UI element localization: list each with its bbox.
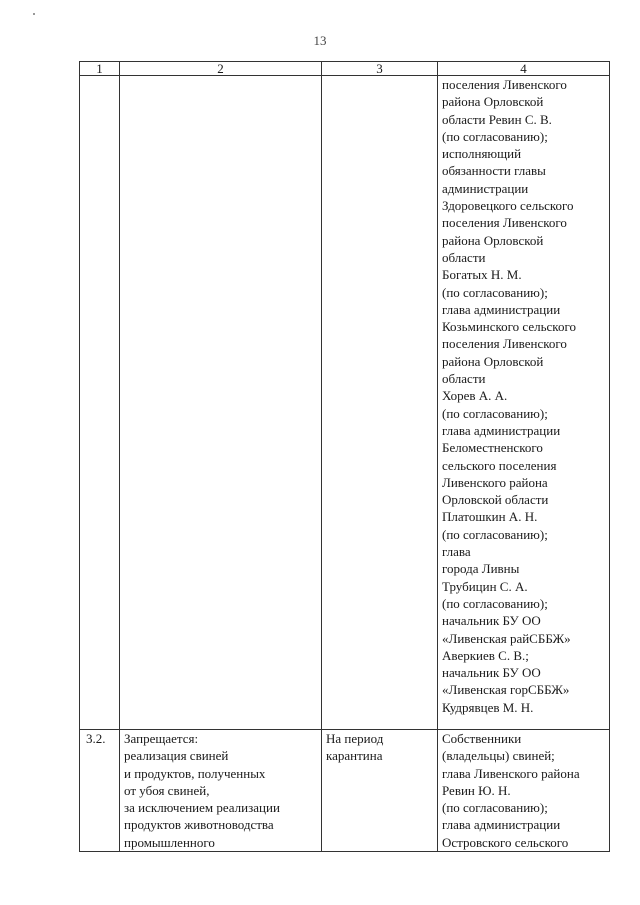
cell-text-line: глава: [442, 544, 471, 560]
cell-text-line: (по согласованию);: [442, 800, 548, 816]
cell-text-line: области Ревин С. В.: [442, 111, 552, 127]
cell-text-line: Ревин Ю. Н.: [442, 782, 511, 798]
row-number: [80, 76, 120, 730]
cell-text-line: района Орловской: [442, 94, 544, 110]
header-cell-4: 4: [438, 62, 610, 76]
cell-text-line: реализация свиней: [124, 748, 229, 764]
action-cell: [120, 76, 322, 730]
cell-text-line: за исключением реализации: [124, 800, 280, 816]
cell-text-line: «Ливенская горСББЖ»: [442, 682, 570, 698]
cell-text-line: района Орловской: [442, 232, 544, 248]
cell-text-line: Запрещается:: [124, 731, 199, 746]
responsible-cell: [438, 730, 610, 852]
cell-text-line: Беломестненского: [442, 440, 543, 456]
cell-text-line: продуктов животноводства: [124, 817, 274, 833]
cell-text-line: На период: [326, 731, 384, 746]
cell-text-line: исполняющий: [442, 146, 522, 162]
cell-text-line: Ливенского района: [442, 474, 548, 490]
cell-text-line: Орловской области: [442, 492, 549, 508]
period-cell: [322, 730, 438, 852]
scan-speck: [33, 13, 35, 15]
cell-text-line: (по согласованию);: [442, 128, 548, 144]
header-cell-3: 3: [322, 62, 438, 76]
row-number: 3.2.: [80, 730, 120, 852]
cell-text-line: администрации: [442, 180, 529, 196]
cell-text-line: «Ливенская райСББЖ»: [442, 630, 571, 646]
page-number: 13: [313, 33, 327, 48]
cell-text-line: Платошкин А. Н.: [442, 509, 538, 525]
cell-text-line: (по согласованию);: [442, 595, 548, 611]
cell-text-line: (по согласованию);: [442, 526, 548, 542]
table-header-row: [80, 62, 610, 76]
cell-text-line: Козьминского сельского: [442, 319, 576, 335]
cell-text-line: Хорев А. А.: [442, 388, 508, 404]
cell-text-line: карантина: [326, 748, 383, 764]
cell-text-line: глава администрации: [442, 422, 561, 438]
cell-text-line: Здоровецкого сельского: [442, 198, 574, 214]
cell-text-line: поселения Ливенского: [442, 77, 567, 92]
cell-text-line: (по согласованию);: [442, 284, 548, 300]
cell-text-line: обязанности главы: [442, 163, 546, 179]
cell-text-line: Трубицин С. А.: [442, 578, 528, 594]
cell-text-line: района Орловской: [442, 353, 544, 369]
cell-text-line: от убоя свиней,: [124, 782, 210, 798]
cell-text-line: (по согласованию);: [442, 405, 548, 421]
cell-text-line: области: [442, 371, 486, 387]
cell-text-line: города Ливны: [442, 561, 520, 577]
cell-text-line: Собственники: [442, 731, 522, 746]
cell-text-line: Богатых Н. М.: [442, 267, 522, 283]
cell-text-line: начальник БУ ОО: [442, 665, 541, 681]
header-cell-2: 2: [120, 62, 322, 76]
cell-text-line: (владельцы) свиней;: [442, 748, 555, 764]
period-cell: [322, 76, 438, 730]
cell-text-line: начальник БУ ОО: [442, 613, 541, 629]
cell-text-line: промышленного: [124, 834, 215, 850]
table-row: [80, 76, 610, 730]
cell-text-line: Кудрявцев М. Н.: [442, 699, 534, 715]
cell-text-line: Островского сельского: [442, 834, 569, 850]
cell-text-line: глава администрации: [442, 817, 561, 833]
cell-text-line: поселения Ливенского: [442, 215, 567, 231]
cell-text-line: области: [442, 249, 486, 265]
measures-table: [79, 61, 610, 852]
cell-text-line: Аверкиев С. В.;: [442, 647, 529, 663]
cell-text-line: глава администрации: [442, 301, 561, 317]
cell-text-line: сельского поселения: [442, 457, 557, 473]
header-cell-1: 1: [80, 62, 120, 76]
table-row: [80, 730, 610, 852]
cell-text-line: поселения Ливенского: [442, 336, 567, 352]
cell-text-line: глава Ливенского района: [442, 765, 580, 781]
cell-text-line: и продуктов, полученных: [124, 765, 266, 781]
responsible-cell: [438, 76, 610, 730]
action-cell: [120, 730, 322, 852]
